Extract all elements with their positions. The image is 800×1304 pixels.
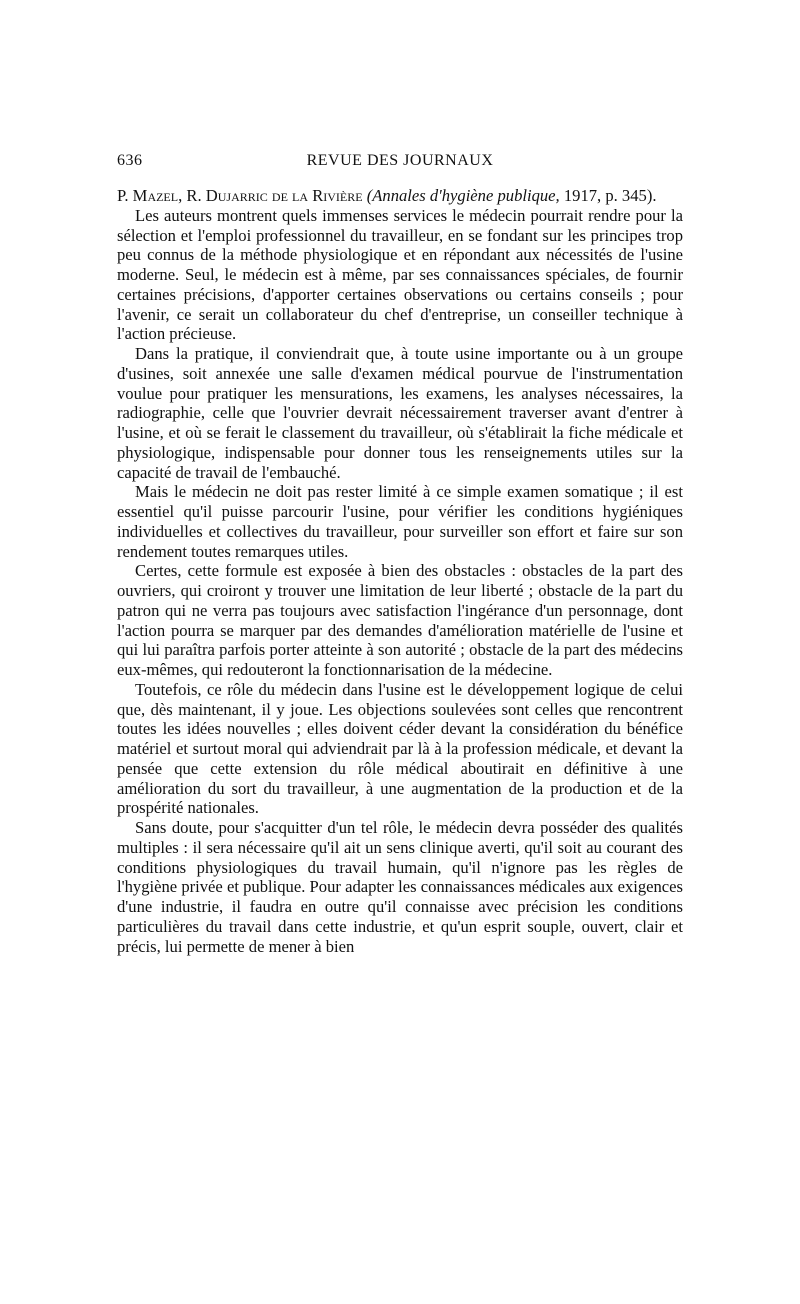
reference-journal: (Annales d'hygiène publique, bbox=[366, 186, 560, 205]
paragraph: Mais le médecin ne doit pas rester limité à ce simple examen somatique ; il est essentiel qu'il puisse parcourir l'usine, pour vérifier les conditions hygiéniques individuelles et collectives du travailleur, pour surveiller son effort et faire sur son rendement toutes remarques utiles. bbox=[117, 482, 683, 561]
paragraph: Dans la pratique, il conviendrait que, à toute usine importante ou à un groupe d'usines, soit annexée une salle d'examen médical pourvue de l'instrumentation voulue pour pratiquer les mensurations, les examens, les analyses nécessaires, la radiographie, celle que l'ouvrier devrait nécessairement traverser avant d'entrer à l'usine, et où se ferait le classement du travailleur, où s'établirait la fiche médicale et physiologique, indispensable pour donner tous les renseignements utiles sur la capacité de travail de l'embauché. bbox=[117, 344, 683, 482]
paragraph: Sans doute, pour s'acquitter d'un tel rôle, le médecin devra posséder des qualités multiples : il sera nécessaire qu'il ait un sens clinique averti, qu'il soit au courant des conditions physiologiques du travail humain, qu'il n'ignore pas les règles de l'hygiène privée et publique. Pour adapter les connaissances médicales aux exigences d'une industrie, il faudra en outre qu'il connaisse avec précision les conditions particulières du travail dans cette industrie, et qu'un esprit souple, ouvert, clair et précis, lui permette de mener à bien bbox=[117, 818, 683, 956]
page-number: 636 bbox=[117, 152, 143, 169]
reference-details: 1917, p. 345). bbox=[559, 186, 657, 205]
page-header bbox=[117, 152, 683, 172]
bibliographic-reference bbox=[117, 186, 683, 206]
paragraph: Toutefois, ce rôle du médecin dans l'usine est le développement logique de celui que, dès maintenant, il y joue. Les objections soulevées sont celles que rencontrent toutes les idées nouvelles ; elles doivent céder devant la considération du bénéfice matériel et surtout moral qui adviendrait par là à la profession médicale, et devant la pensée que cette extension du rôle médical aboutirait en définitive à une amélioration du sort du travailleur, à une augmentation de la production et de la prospérité nationales. bbox=[117, 679, 683, 818]
article-body bbox=[117, 186, 683, 956]
reference-authors: P. Mazel, R. Dujarric de la Rivière bbox=[117, 186, 363, 205]
paragraph: Certes, cette formule est exposée à bien des obstacles : obstacles de la part des ouvriers, qui croiront y trouver une limitation de leur liberté ; obstacle de la part du patron qui ne verra pas toujours avec satisfaction l'ingérance d'un personnage, dont l'action pourra se marquer par des demandes d'amélioration matérielle de l'usine et qui lui paraîtra parfois porter atteinte à son autorité ; obstacle de la part des médecins eux-mêmes, qui redouteront la fonctionnarisation de la médecine. bbox=[117, 561, 683, 679]
running-title: REVUE DES JOURNAUX bbox=[306, 152, 494, 169]
paragraph: Les auteurs montrent quels immenses services le médecin pourrait rendre pour la sélection et l'emploi professionnel du travailleur, en se fondant sur les principes trop peu connus de la méthode physiologique et en répondant aux nécessités de l'usine moderne. Seul, le médecin est à même, par ses connaissances spéciales, de fournir certaines précisions, d'apporter certaines observations ou certains conseils ; pour l'avenir, ce serait un collaborateur du chef d'entreprise, un conseiller technique à l'action précieuse. bbox=[117, 205, 683, 344]
